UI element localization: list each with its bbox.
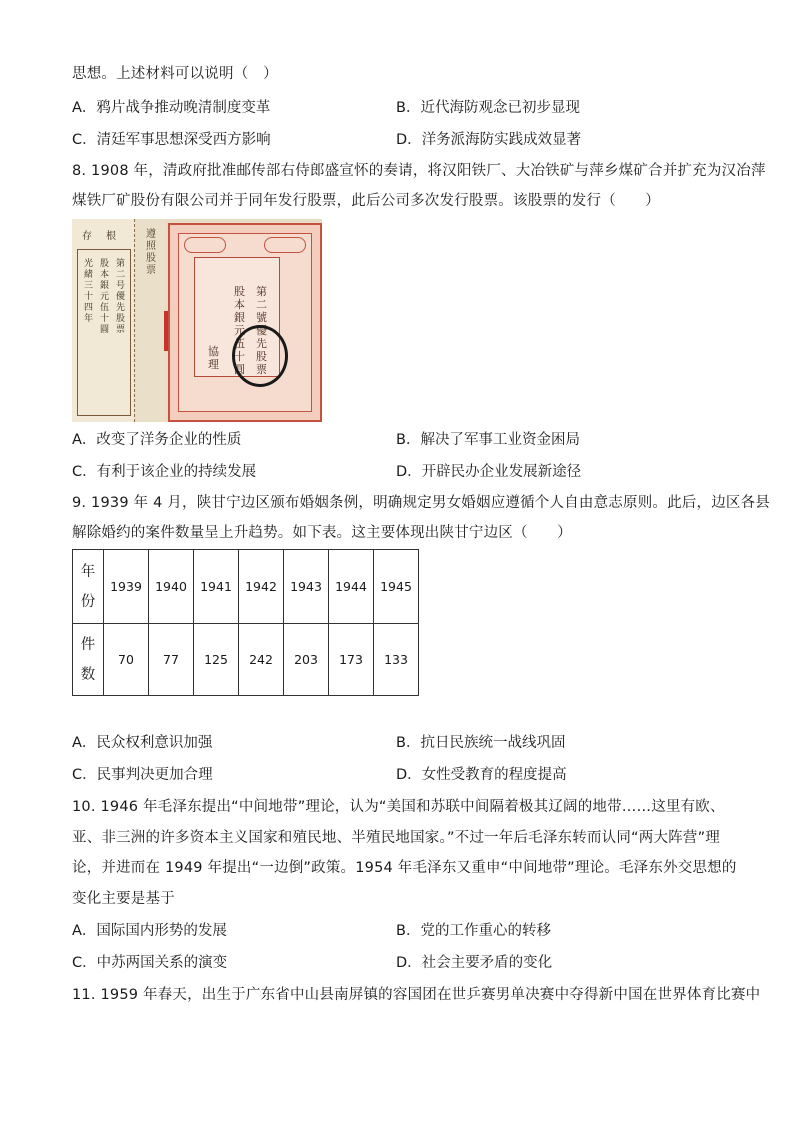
table-cell-count: 203 [284,624,329,696]
q10-stem-line2: 亚、非三洲的许多资本主义国家和殖民地、半殖民地国家。”不过一年后毛泽东转而认同“两大阵营”理 [72,830,720,846]
divorce-cases-table [72,549,419,696]
table-cell-year: 1944 [329,550,374,624]
certificate-main-body [168,223,322,422]
q8-option-b[interactable]: B．解决了军事工业资金困局 [396,432,580,448]
stock-certificate-image [72,219,322,422]
dragon-ornament-right [264,237,306,253]
table-cell-year: 1943 [284,550,329,624]
stub-text-col3: 光緒三十四年 [84,259,94,324]
stub-heading: 存根 [82,231,130,242]
certificate-middle-strip [136,219,166,422]
q9-option-c[interactable]: C．民事判决更加合理 [72,767,213,783]
q9-stem-line1: 9. 1939 年 4 月，陕甘宁边区颁布婚姻条例，明确规定男女婚姻应遵循个人自由意志原则。此后，边区各县 [72,495,770,511]
table-cell-year: 1942 [239,550,284,624]
q8-stem-line1: 8. 1908 年，清政府批准邮传部右侍郎盛宣怀的奏请，将汉阳铁厂、大冶铁矿与萍乡煤矿合并扩充为汉冶萍 [72,163,766,179]
q10-option-d[interactable]: D．社会主要矛盾的变化 [396,955,553,971]
table-cell-count: 77 [149,624,194,696]
q7-option-d[interactable]: D．洋务派海防实践成效显著 [396,132,582,148]
dragon-ornament-left [184,237,226,253]
q9-stem-line2: 解除婚约的案件数量呈上升趋势。如下表。这主要体现出陕甘宁边区（ ） [72,525,572,541]
q8-option-c[interactable]: C．有利于该企业的持续发展 [72,464,257,480]
table-cell-count: 242 [239,624,284,696]
table-cell-year: 1941 [194,550,239,624]
main-text-col3: 協理 [208,345,219,371]
table-cell-count: 173 [329,624,374,696]
q8-option-d[interactable]: D．开辟民办企业发展新途径 [396,464,582,480]
q10-option-b[interactable]: B．党的工作重心的转移 [396,923,551,939]
table-cell-year: 1940 [149,550,194,624]
black-circle-mark [232,325,288,387]
q10-option-c[interactable]: C．中苏两国关系的演变 [72,955,228,971]
q7-option-a[interactable]: A．鸦片战争推动晚清制度变革 [72,100,271,116]
table-cell-count: 125 [194,624,239,696]
q9-option-d[interactable]: D．女性受教育的程度提高 [396,767,567,783]
table-cell-year: 1945 [374,550,419,624]
table-header-year: 年份 [73,550,104,624]
stub-text-col1: 第二号優先股票 [116,259,126,335]
table-cell-count: 133 [374,624,419,696]
main-text-col1: 第二號優先股票 [256,285,267,376]
q7-option-c[interactable]: C．清廷军事思想深受西方影响 [72,132,271,148]
q7-stem-tail: 思想。上述材料可以说明（ ） [72,66,278,82]
table-cell-count: 70 [104,624,149,696]
q7-option-b[interactable]: B．近代海防观念已初步显现 [396,100,580,116]
table-header-count: 件数 [73,624,104,696]
q11-stem-line1: 11. 1959 年春天，出生于广东省中山县南屏镇的容国团在世乒赛男单决赛中夺得新中国在世界体育比赛中 [72,987,761,1003]
q10-stem-line3: 论，并进而在 1949 年提出“一边倒”政策。1954 年毛泽东又重申“中间地带”理论。毛泽东外交思想的 [72,860,737,876]
q10-stem-line1: 10. 1946 年毛泽东提出“中间地带”理论，认为“美国和苏联中间隔着极其辽阔的地带……这里有欧、 [72,799,725,815]
table-cell-year: 1939 [104,550,149,624]
table-row-years [73,550,419,624]
certificate-stub [72,219,135,422]
table-row-counts [73,624,419,696]
q10-option-a[interactable]: A．国际国内形势的发展 [72,923,227,939]
main-text-col2: 股本銀元伍十圓 [234,285,245,376]
middle-strip-text: 遵照股票 [146,229,156,276]
q10-stem-line4: 变化主要是基于 [72,891,175,907]
q8-stem-line2: 煤铁厂矿股份有限公司并于同年发行股票，此后公司多次发行股票。该股票的发行（ ） [72,193,660,209]
q8-option-a[interactable]: A．改变了洋务企业的性质 [72,432,242,448]
stub-text-col2: 股本銀元伍十圓 [100,259,110,335]
q9-option-a[interactable]: A．民众权利意识加强 [72,735,213,751]
q9-option-b[interactable]: B．抗日民族统一战线巩固 [396,735,566,751]
